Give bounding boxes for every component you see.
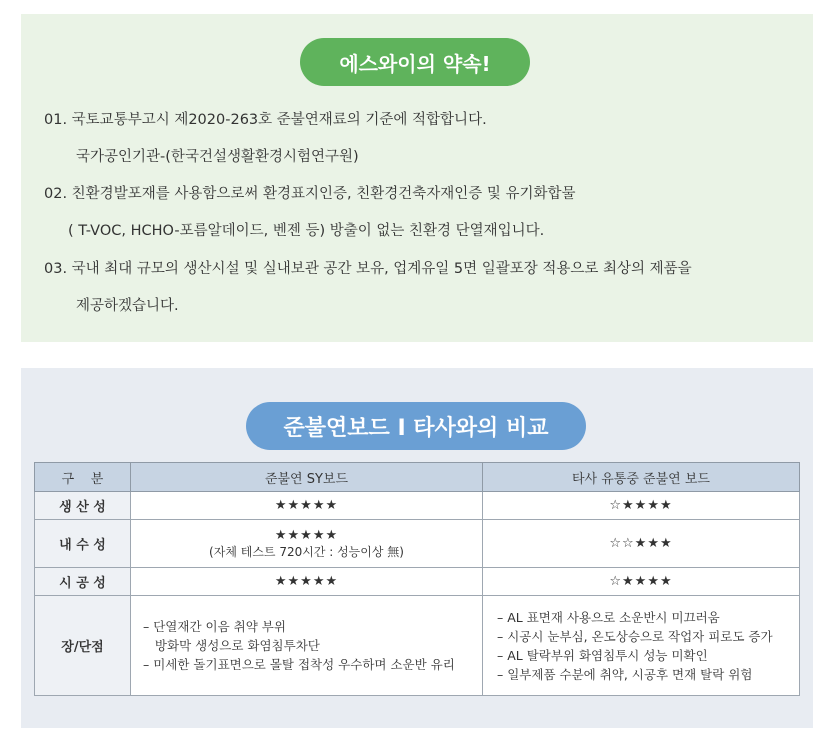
header-other-board: 타사 유통중 준불연 보드 — [483, 463, 800, 492]
row-label: 생 산 성 — [35, 492, 131, 520]
other-pros-cons-list — [483, 608, 799, 684]
table-row — [35, 568, 800, 596]
sy-rating: ★★★★★ — [131, 492, 483, 520]
other-rating: ☆☆★★★ — [483, 520, 800, 568]
sy-pros-cons-list — [131, 617, 482, 674]
header-category: 구 분 — [35, 463, 131, 492]
list-item: 방화막 생성으로 화염침투차단 — [143, 638, 320, 653]
list-item: – AL 표면재 사용으로 소운반시 미끄러움 — [497, 609, 720, 625]
sy-rating-note: (자체 테스트 720시간 : 성능이상 無) — [209, 544, 404, 559]
table-row — [35, 596, 800, 696]
row-label: 내 수 성 — [35, 520, 131, 568]
sy-rating: ★★★★★ — [274, 527, 339, 543]
list-item: – 일부제품 수분에 취약, 시공후 면재 탈락 위험 — [497, 666, 753, 682]
promise-line-2: 국가공인기관-(한국건설생활환경시험연구원) — [76, 149, 359, 165]
row-label: 시 공 성 — [35, 568, 131, 596]
other-rating: ☆★★★★ — [483, 568, 800, 596]
sy-pros-cons — [131, 596, 483, 696]
list-item: – AL 탈락부위 화염침투시 성능 미확인 — [497, 647, 708, 663]
other-pros-cons — [483, 596, 800, 696]
sy-rating-cell — [131, 520, 483, 568]
table-header-row — [35, 463, 800, 492]
promise-line-4: ( T-VOC, HCHO-포름알데이드, 벤젠 등) 방출이 없는 친환경 단열재입니다. — [68, 223, 545, 239]
row-label: 장/단점 — [35, 596, 131, 696]
promise-title: 에스와이의 약속! — [300, 38, 530, 86]
comparison-title: 준불연보드 I 타사와의 비교 — [246, 402, 586, 450]
sy-rating: ★★★★★ — [131, 568, 483, 596]
other-rating: ☆★★★★ — [483, 492, 800, 520]
table-row — [35, 492, 800, 520]
promise-line-3: 02. 친환경발포재를 사용함으로써 환경표지인증, 친환경건축자재인증 및 유기화합물 — [44, 186, 576, 202]
promise-line-1: 01. 국토교통부고시 제2020-263호 준불연재료의 기준에 적합합니다. — [44, 112, 487, 128]
promise-line-6: 제공하겠습니다. — [76, 298, 179, 314]
list-item: – 단열재간 이음 취약 부위 — [143, 619, 286, 634]
table-row — [35, 520, 800, 568]
header-sy-board: 준불연 SY보드 — [131, 463, 483, 492]
list-item: – 시공시 눈부심, 온도상승으로 작업자 피로도 증가 — [497, 628, 773, 644]
comparison-table — [34, 462, 800, 696]
list-item: – 미세한 돌기표면으로 몰탈 접착성 우수하며 소운반 유리 — [143, 657, 455, 672]
promise-line-5: 03. 국내 최대 규모의 생산시설 및 실내보관 공간 보유, 업계유일 5면 일괄포장 적용으로 최상의 제품을 — [44, 261, 692, 277]
